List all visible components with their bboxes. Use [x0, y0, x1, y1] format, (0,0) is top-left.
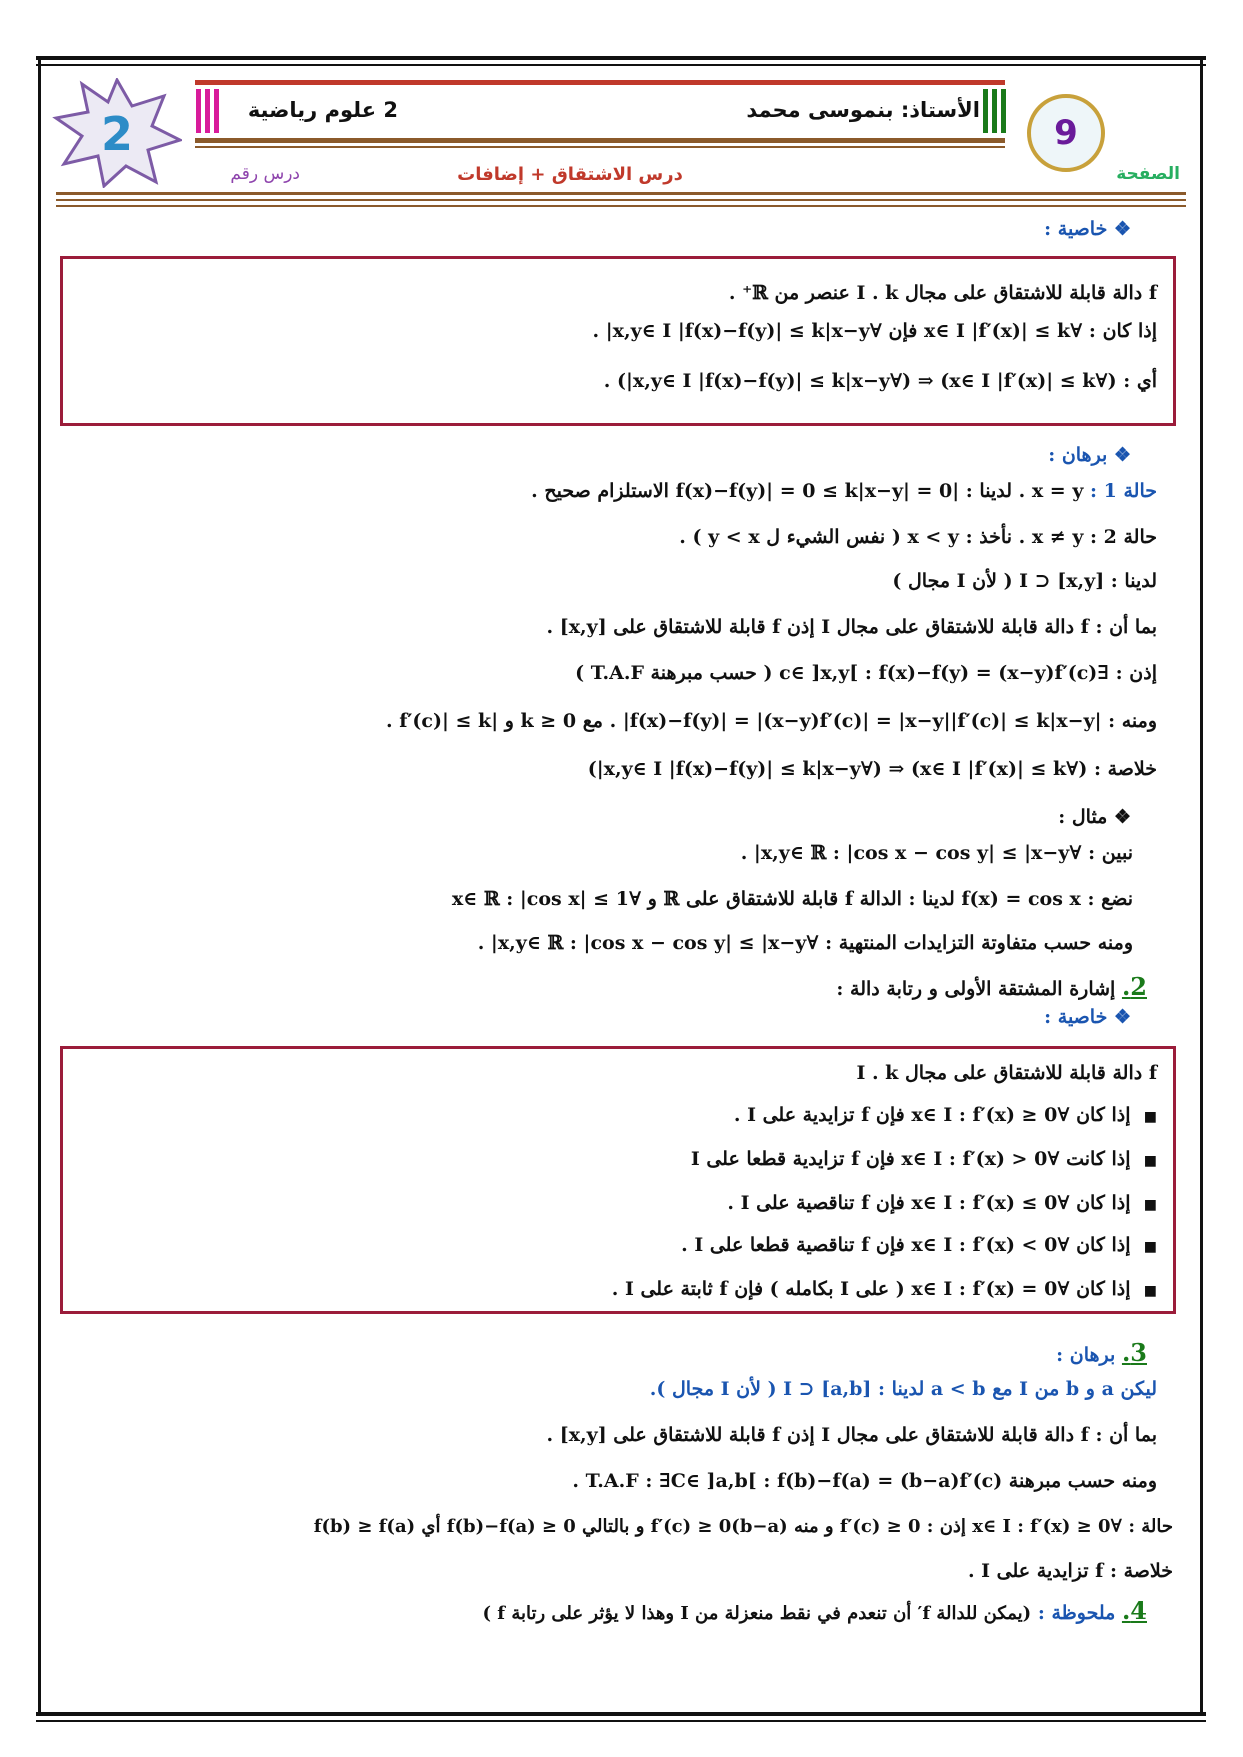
section-4-title: ملحوظة : [1037, 1602, 1116, 1624]
property-2-bullet-2: ■ إذا كانت ∀x∈ I : f′(x) > 0 فإن f تزايدية قطعا على I [690, 1148, 1157, 1170]
left-border [38, 60, 41, 1716]
section-3-conclusion: خلاصة : f تزايدية على I . [967, 1560, 1173, 1582]
example-line-1: نبين : ∀x,y∈ ℝ : |cos x − cos y| ≤ |x−y| . [740, 842, 1133, 864]
top-border-thin [36, 64, 1206, 66]
bullet-4-text: إذا كان ∀x∈ I : f′(x) < 0 فإن f تناقصية قطعا على I . [681, 1234, 1131, 1256]
section-3-number: 3. [1121, 1338, 1147, 1367]
property-2-heading: ❖ خاصية : [1044, 1006, 1131, 1028]
property-line-2: إذا كان : ∀x∈ I |f′(x)| ≤ k فإن ∀x,y∈ I |f(x)−f(y)| ≤ k|x−y| . [592, 320, 1157, 342]
section-2-title-text: إشارة المشتقة الأولى و رتابة دالة : [836, 978, 1116, 1000]
example-line-3: ومنه حسب متفاوتة التزايدات المنتهية : ∀x,y∈ ℝ : |cos x − cos y| ≤ |x−y| . [477, 932, 1133, 954]
bullet-2-text: إذا كانت ∀x∈ I : f′(x) > 0 فإن f تزايدية قطعا على I [690, 1148, 1131, 1170]
section-3-line-4: حالة : ∀x∈ I : f′(x) ≥ 0 إذن : f′(c) ≥ 0 و منه (b−a)f′(c) ≥ 0 و بالتالي f(b)−f(a) ≥ 0 أي f(b) ≥ f(a) [313, 1516, 1173, 1537]
section-3-line-2: بما أن : f دالة قابلة للاشتقاق على مجال I إذن f قابلة للاشتقاق على [x,y] . [546, 1424, 1157, 1446]
property-2-bullet-4: ■ إذا كان ∀x∈ I : f′(x) < 0 فإن f تناقصية قطعا على I . [681, 1234, 1157, 1256]
property-line-1: f دالة قابلة للاشتقاق على مجال I . k عنصر من ℝ⁺ . [728, 282, 1157, 304]
page-number: 9 [1054, 113, 1078, 153]
section-3-line-3: ومنه حسب مبرهنة T.A.F : ∃C∈ ]a,b[ : f(b)−f(a) = (b−a)f′(c) . [572, 1470, 1157, 1492]
proof-line-6: ومنه : |f(x)−f(y)| = |(x−y)f′(c)| = |x−y||f′(c)| ≤ k|x−y| . مع k ≥ 0 و |f′(c)| ≤ k . [386, 710, 1157, 732]
section-4-note [483, 1596, 1148, 1625]
proof-line-3: لدينا : [x,y] ⊂ I ( لأن I مجال ) [892, 570, 1157, 592]
proof-case-1 [531, 480, 1157, 502]
proof-case-2: حالة 2 : x ≠ y . نأخذ : x < y ( نفس الشيء ل y < x ) . [679, 526, 1157, 548]
property-box-2 [60, 1046, 1176, 1314]
section-2-number: 2. [1121, 972, 1147, 1001]
section-3-title-text: برهان : [1056, 1344, 1116, 1366]
section-4-number: 4. [1121, 1596, 1147, 1625]
header-top-bar [195, 80, 1005, 85]
proof-case-1-label: حالة 1 : [1090, 480, 1157, 502]
property-2-line-0: f دالة قابلة للاشتقاق على مجال I . k [856, 1062, 1157, 1084]
section-4-text: (يمكن للدالة f′ أن تنعدم في نقط منعزلة من I وهذا لا يؤثر على رتابة f ) [482, 1603, 1032, 1624]
bullet-1-text: إذا كان ∀x∈ I : f′(x) ≥ 0 فإن f تزايدية على I . [733, 1104, 1131, 1126]
section-2-title [836, 972, 1147, 1001]
section-3-line-1: ليكن a و b من I مع a < b لدينا : [a,b] ⊂ I ( لأن I مجال ). [649, 1378, 1157, 1400]
page-label: الصفحة [1116, 164, 1180, 184]
property-line-3: أي : (∀x∈ I |f′(x)| ≤ k) ⇒ (∀x,y∈ I |f(x)−f(y)| ≤ k|x−y|) . [603, 370, 1157, 392]
proof-case-1-text: x = y . لدينا : |f(x)−f(y)| = 0 ≤ k|x−y| = 0 الاستلزام صحيح . [531, 480, 1084, 502]
header-separator-3 [56, 205, 1186, 207]
logo-number: 2 [100, 107, 134, 161]
property-2-bullet-1: ■ إذا كان ∀x∈ I : f′(x) ≥ 0 فإن f تزايدية على I . [733, 1104, 1157, 1126]
header-stripes-right [983, 89, 1006, 133]
proof-line-5: إذن : ∃c∈ ]x,y[ : f(x)−f(y) = (x−y)f′(c) ( حسب مبرهنة T.A.F ) [575, 662, 1157, 684]
proof-conclusion: خلاصة : (∀x∈ I |f′(x)| ≤ k) ⇒ (∀x,y∈ I |f(x)−f(y)| ≤ k|x−y|) [587, 758, 1157, 780]
header-bottom-bar [195, 138, 1005, 143]
lesson-title: درس الاشتقاق + إضافات [457, 164, 683, 185]
top-border-thick [36, 56, 1206, 60]
right-border [1200, 60, 1203, 1716]
teacher-name: الأستاذ: بنموسى محمد [746, 98, 980, 122]
section-3-title [1056, 1338, 1147, 1367]
star-logo [52, 78, 182, 188]
proof-line-4: بما أن : f دالة قابلة للاشتقاق على مجال I إذن f قابلة للاشتقاق على [x,y] . [546, 616, 1157, 638]
header-bottom-bar-2 [195, 146, 1005, 148]
bullet-5-text: إذا كان ∀x∈ I : f′(x) = 0 ( على I بكامله ) فإن f ثابتة على I . [611, 1278, 1131, 1300]
header-separator-1 [56, 192, 1186, 195]
header-stripes-left [196, 89, 219, 133]
property-heading: ❖ خاصية : [1044, 218, 1131, 240]
property-2-bullet-3: ■ إذا كان ∀x∈ I : f′(x) ≤ 0 فإن f تناقصية على I . [727, 1192, 1157, 1214]
bottom-border-thick [36, 1712, 1206, 1716]
example-heading: ❖ مثال : [1058, 806, 1131, 828]
subject-title: 2 علوم رياضية [247, 98, 398, 122]
proof-heading: ❖ برهان : [1048, 444, 1131, 466]
header-separator-2 [56, 199, 1186, 201]
lesson-number-label: درس رقم [230, 164, 300, 184]
bullet-3-text: إذا كان ∀x∈ I : f′(x) ≤ 0 فإن f تناقصية على I . [727, 1192, 1131, 1214]
property-2-bullet-5: ■ إذا كان ∀x∈ I : f′(x) = 0 ( على I بكامله ) فإن f ثابتة على I . [611, 1278, 1157, 1300]
example-line-2: نضع : f(x) = cos x لدينا : الدالة f قابلة للاشتقاق على ℝ و ∀x∈ ℝ : |cos x| ≤ 1 [451, 888, 1133, 910]
bottom-border-thin [36, 1720, 1206, 1722]
page-number-badge [1027, 94, 1105, 172]
